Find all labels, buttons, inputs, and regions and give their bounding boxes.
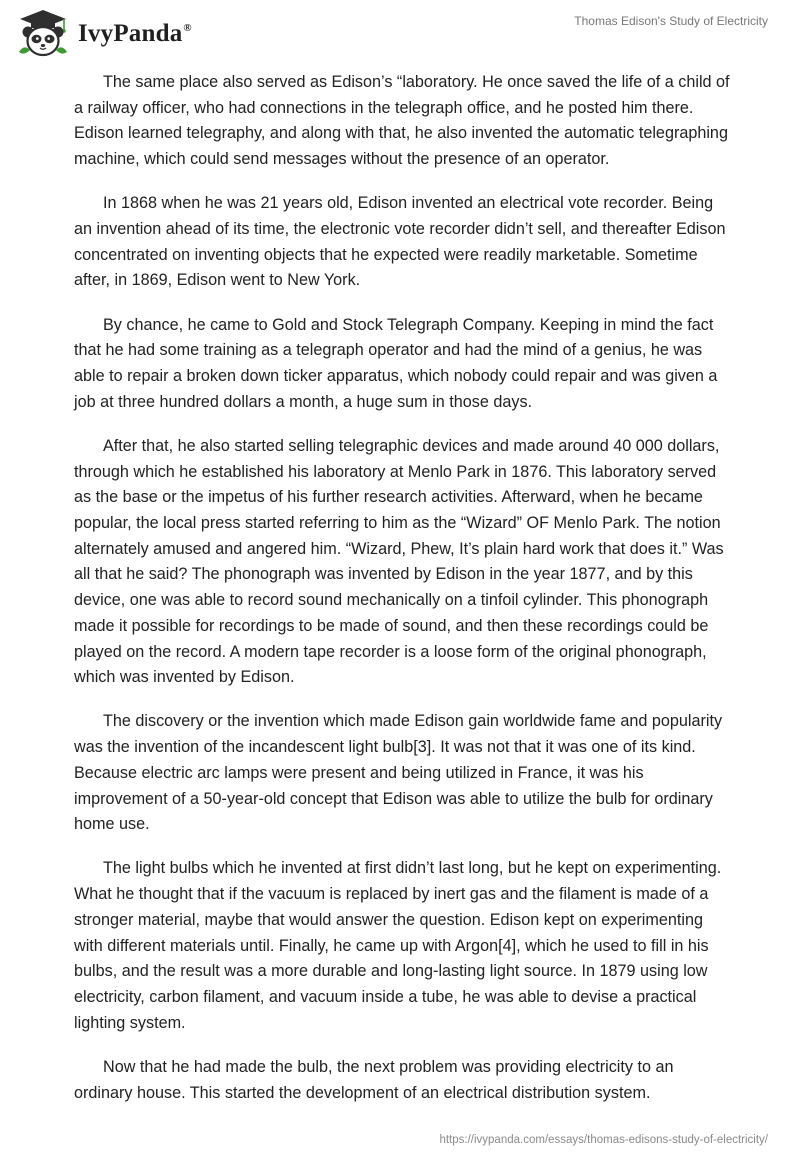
- document-title: Thomas Edison's Study of Electricity: [574, 14, 768, 28]
- paragraph: By chance, he came to Gold and Stock Telegraph Company. Keeping in mind the fact that he had some training as a telegraph operator and had the mind of a genius, he was able to repair a broken down ticker apparatus, which nobody could repair and was given a job at three hundred dollars a month, a huge sum in those days.: [74, 315, 718, 411]
- paragraph: The same place also served as Edison’s “laboratory. He once saved the life of a child of a railway officer, who had connections in the telegraph office, and he posted him there. Edison learned telegraphy, and along with that, he also invented the automatic telegraphing machine, which could send messages without the presence of an operator.: [74, 73, 730, 169]
- paragraph: The discovery or the invention which made Edison gain worldwide fame and popularity was the invention of the incandescent light bulb[3]. It was not that it was one of its kind. Because electric arc lamps were present and being utilized in France, it was his improvement of a 50-year-old concept that Edison was able to utilize the bulb for ordinary home use.: [74, 712, 723, 834]
- essay-body: [74, 70, 734, 1125]
- brand-name: IvyPanda®: [78, 20, 192, 47]
- paragraph: The light bulbs which he invented at first didn’t last long, but he kept on experimenting. What he thought that if the vacuum is replaced by inert gas and the filament is made of a stronger material, maybe that would answer the question. Edison kept on experimenting with different materials until. Finally, he came up with Argon[4], which he used to fill in his bulbs, and the result was a more durable and long-lasting light source. In 1879 using low electricity, carbon filament, and vacuum inside a tube, he was able to devise a practical lighting system.: [74, 859, 722, 1032]
- source-url-link[interactable]: https://ivypanda.com/essays/thomas-edisons-study-of-electricity/: [439, 1134, 768, 1146]
- paragraph: Now that he had made the bulb, the next problem was providing electricity to an ordinary house. This started the development of an electrical distribution system.: [74, 1057, 674, 1102]
- paragraph: In 1868 when he was 21 years old, Edison invented an electrical vote recorder. Being an invention ahead of its time, the electronic vote recorder didn’t sell, and thereafter Edison concentrated on inventing objects that he expected were readily marketable. Sometime after, in 1869, Edison went to New York.: [74, 194, 726, 290]
- logo[interactable]: [14, 8, 192, 60]
- paragraph: After that, he also started selling telegraphic devices and made around 40 000 dollars, through which he established his laboratory at Menlo Park in 1876. This laboratory served as the base or the impetus of his further research activities. Afterward, when he became popular, the local press started referring to him as the “Wizard” OF Menlo Park. The notion alternately amused and angered him. “Wizard, Phew, It’s plain hard work that does it.” Was all that he said? The phonograph was invented by Edison in the year 1877, and by this device, one was able to record sound mechanically on a tinfoil cylinder. This phonograph made it possible for recordings to be made of sound, and then these recordings could be played on the record. A modern tape recorder is a loose form of the original phonograph, which was invented by Edison.: [74, 436, 724, 687]
- panda-graduate-icon: [14, 8, 72, 60]
- page-header: [0, 0, 800, 70]
